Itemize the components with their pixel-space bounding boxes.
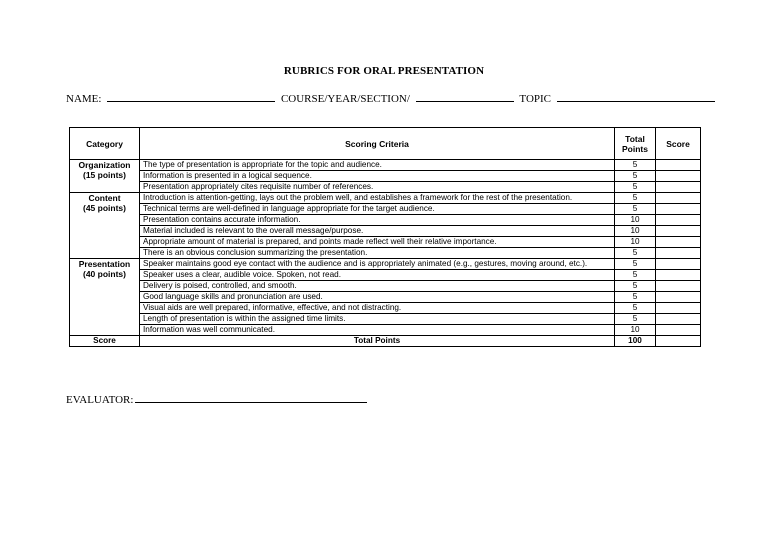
score-cell[interactable] (656, 193, 701, 204)
score-cell[interactable] (656, 237, 701, 248)
criterion-text: There is an obvious conclusion summarizing the presentation. (140, 248, 615, 259)
category-cell (70, 259, 140, 336)
score-cell[interactable] (656, 292, 701, 303)
score-cell[interactable] (656, 215, 701, 226)
table-row (70, 314, 701, 325)
criterion-text: Presentation contains accurate information. (140, 215, 615, 226)
criterion-points: 5 (615, 204, 656, 215)
criterion-text: Good language skills and pronunciation are used. (140, 292, 615, 303)
category-name: Organization (78, 160, 131, 170)
name-label: NAME: (66, 93, 102, 105)
criterion-points: 5 (615, 182, 656, 193)
criterion-points: 5 (615, 314, 656, 325)
criterion-points: 5 (615, 292, 656, 303)
score-cell[interactable] (656, 204, 701, 215)
criterion-text: Appropriate amount of material is prepared, and points made reflect well their relative importance. (140, 237, 615, 248)
score-cell[interactable] (656, 325, 701, 336)
course-label: COURSE/YEAR/SECTION/ (280, 93, 410, 105)
name-blank[interactable] (107, 91, 275, 102)
evaluator-label: EVALUATOR: (66, 394, 134, 406)
criterion-points: 5 (615, 281, 656, 292)
table-row (70, 215, 701, 226)
table-row (70, 281, 701, 292)
criterion-text: Technical terms are well-defined in language appropriate for the target audience. (140, 204, 615, 215)
criterion-text: Speaker uses a clear, audible voice. Spoken, not read. (140, 270, 615, 281)
criterion-text: Visual aids are well prepared, informative, effective, and not distracting. (140, 303, 615, 314)
criterion-text: Material included is relevant to the overall message/purpose. (140, 226, 615, 237)
criterion-text: Delivery is poised, controlled, and smooth. (140, 281, 615, 292)
table-row (70, 204, 701, 215)
criterion-points: 10 (615, 325, 656, 336)
criterion-points: 10 (615, 237, 656, 248)
table-row (70, 270, 701, 281)
table-row (70, 182, 701, 193)
score-cell[interactable] (656, 160, 701, 171)
document-title: RUBRICS FOR ORAL PRESENTATION (283, 65, 485, 77)
course-blank[interactable] (416, 91, 514, 102)
score-cell[interactable] (656, 259, 701, 270)
footer-score-cell[interactable] (656, 336, 701, 347)
category-name: Content (88, 193, 121, 203)
criterion-points: 5 (615, 171, 656, 182)
score-cell[interactable] (656, 281, 701, 292)
category-name: Presentation (78, 259, 131, 269)
table-row (70, 292, 701, 303)
footer-score-label: Score (70, 336, 140, 347)
student-info-line (66, 91, 706, 105)
score-cell[interactable] (656, 270, 701, 281)
criterion-points: 5 (615, 160, 656, 171)
header-total-points: Total Points (615, 128, 656, 160)
criterion-text: Speaker maintains good eye contact with the audience and is appropriately animated (e.g., gestures, moving around, etc.). (140, 259, 615, 270)
score-cell[interactable] (656, 248, 701, 259)
criterion-points: 5 (615, 248, 656, 259)
table-row (70, 171, 701, 182)
score-cell[interactable] (656, 182, 701, 193)
criterion-text: Introduction is attention-getting, lays out the problem well, and establishes a framework for the rest of the presentation. (140, 193, 615, 204)
criterion-points: 5 (615, 270, 656, 281)
table-row (70, 160, 701, 171)
topic-label: TOPIC (519, 93, 552, 105)
table-row (70, 237, 701, 248)
score-cell[interactable] (656, 171, 701, 182)
header-criteria: Scoring Criteria (140, 128, 615, 160)
criterion-text: Information is presented in a logical sequence. (140, 171, 615, 182)
table-row (70, 325, 701, 336)
criterion-text: Information was well communicated. (140, 325, 615, 336)
criterion-text: Length of presentation is within the assigned time limits. (140, 314, 615, 325)
criterion-points: 5 (615, 259, 656, 270)
topic-blank[interactable] (557, 91, 715, 102)
table-row (70, 193, 701, 204)
criterion-text: Presentation appropriately cites requisite number of references. (140, 182, 615, 193)
table-header-row (70, 128, 701, 160)
category-points: (45 points) (83, 203, 126, 213)
criterion-points: 5 (615, 303, 656, 314)
table-row (70, 259, 701, 270)
score-cell[interactable] (656, 314, 701, 325)
criterion-text: The type of presentation is appropriate for the topic and audience. (140, 160, 615, 171)
table-row (70, 226, 701, 237)
header-score: Score (656, 128, 701, 160)
score-cell[interactable] (656, 303, 701, 314)
rubric-table (69, 127, 701, 347)
score-cell[interactable] (656, 226, 701, 237)
criterion-points: 5 (615, 193, 656, 204)
evaluator-line (66, 392, 367, 406)
table-row (70, 303, 701, 314)
criterion-points: 10 (615, 215, 656, 226)
table-footer-row (70, 336, 701, 347)
table-row (70, 248, 701, 259)
footer-total-value: 100 (615, 336, 656, 347)
category-points: (15 points) (83, 170, 126, 180)
evaluator-blank[interactable] (135, 392, 367, 403)
category-cell (70, 193, 140, 259)
category-cell (70, 160, 140, 193)
criterion-points: 10 (615, 226, 656, 237)
header-category: Category (70, 128, 140, 160)
category-points: (40 points) (83, 269, 126, 279)
footer-total-label: Total Points (140, 336, 615, 347)
